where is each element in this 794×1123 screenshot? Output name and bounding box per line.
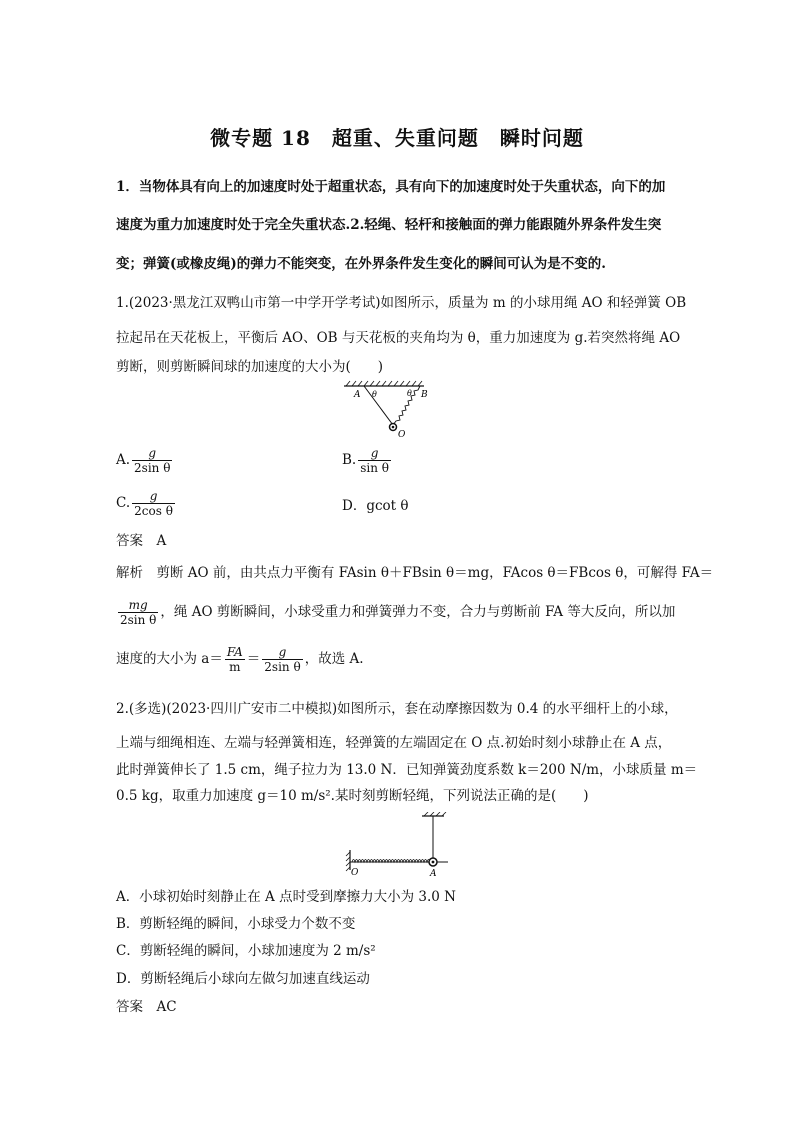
intro-line-1: 1．当物体具有向上的加速度时处于超重状态，具有向下的加速度时处于失重状态，向下的加 <box>116 179 666 195</box>
q1-analysis-line-1: 解析 剪断 AO 前，由共点力平衡有 FAsin θ＋FBsin θ＝mg，FAcos θ＝FBcos θ，可解得 FA＝ <box>116 565 714 581</box>
q1-line-1: 1.(2023·黑龙江双鸭山市第一中学开学考试)如图所示，质量为 m 的小球用绳 AO 和轻弹簧 OB <box>116 295 687 311</box>
rope-AO <box>364 386 393 425</box>
q1-option-a: A. $\frac{g}{\text{2sin θ}}$ <box>116 446 171 475</box>
q1-option-b: B. $\frac{g}{\text{sin θ}}$ <box>342 446 389 475</box>
label-O: O <box>351 868 359 878</box>
q1-option-c: C. $\frac{g}{\text{2cos θ}}$ <box>116 489 173 518</box>
q1-answer: 答案 A <box>116 533 167 549</box>
q1-line-3: 剪断，则剪断瞬间球的加速度的大小为( ) <box>116 359 384 375</box>
q2-figure <box>344 812 450 878</box>
q1-analysis-line-2: $\frac{mg}{\text{2sin θ}}$ ，绳 AO 剪断瞬间，小球受重力和弹簧弹力不变，合力与剪断前 FA 等大反向，所以加 <box>120 598 676 627</box>
q2-line-4: 0.5 kg，取重力加速度 g＝10 m/s².某时刻剪断轻绳，下列说法正确的是( ) <box>116 788 589 804</box>
q2-line-3: 此时弹簧伸长了 1.5 cm，绳子拉力为 13.0 N．已知弹簧劲度系数 k＝200 N/m，小球质量 m＝ <box>116 762 698 778</box>
q2-answer: 答案 AC <box>116 999 177 1015</box>
label-A: A <box>430 869 437 878</box>
q2-line-1: 2.(多选)(2023·四川广安市二中模拟)如图所示，套在动摩擦因数为 0.4 的水平细杆上的小球， <box>116 701 678 717</box>
q1-figure <box>340 380 430 442</box>
spring <box>352 860 430 863</box>
intro-line-3: 变；弹簧(或橡皮绳)的弹力不能突变，在外界条件发生变化的瞬间可认为是不变的. <box>116 256 606 272</box>
label-theta-2: θ <box>407 389 412 398</box>
q1-line-2: 拉起吊在天花板上，平衡后 AO、OB 与天花板的夹角均为 θ，重力加速度为 g.若突然将绳 AO <box>116 330 681 346</box>
label-theta-1: θ <box>372 390 377 399</box>
page-title: 微专题 18 超重、失重问题 瞬时问题 <box>210 126 584 150</box>
intro-line-2: 速度为重力加速度时处于完全失重状态.2.轻绳、轻杆和接触面的弹力能跟随外界条件发生突 <box>116 217 662 233</box>
q2-option-a: A．小球初始时刻静止在 A 点时受到摩擦力大小为 3.0 N <box>116 889 456 905</box>
label-B: B <box>421 390 428 400</box>
label-A: A <box>354 390 361 400</box>
q2-line-2: 上端与细绳相连、左端与轻弹簧相连，轻弹簧的左端固定在 O 点.初始时刻小球静止在 A 点， <box>116 735 672 751</box>
label-O: O <box>398 430 406 440</box>
q1-option-d: D．gcot θ <box>342 498 409 514</box>
q1-analysis-line-3: 速度的大小为 a＝ $\frac{FA}{m}$ ＝ $\frac{g}{\text{2sin θ}}$ ，故选 A. <box>116 645 364 674</box>
q2-option-b: B．剪断轻绳的瞬间，小球受力个数不变 <box>116 916 356 932</box>
q2-option-d: D．剪断轻绳后小球向左做匀加速直线运动 <box>116 971 370 987</box>
ceiling-hatch <box>346 381 422 386</box>
q2-option-c: C．剪断轻绳的瞬间，小球加速度为 2 m/s² <box>116 943 376 959</box>
